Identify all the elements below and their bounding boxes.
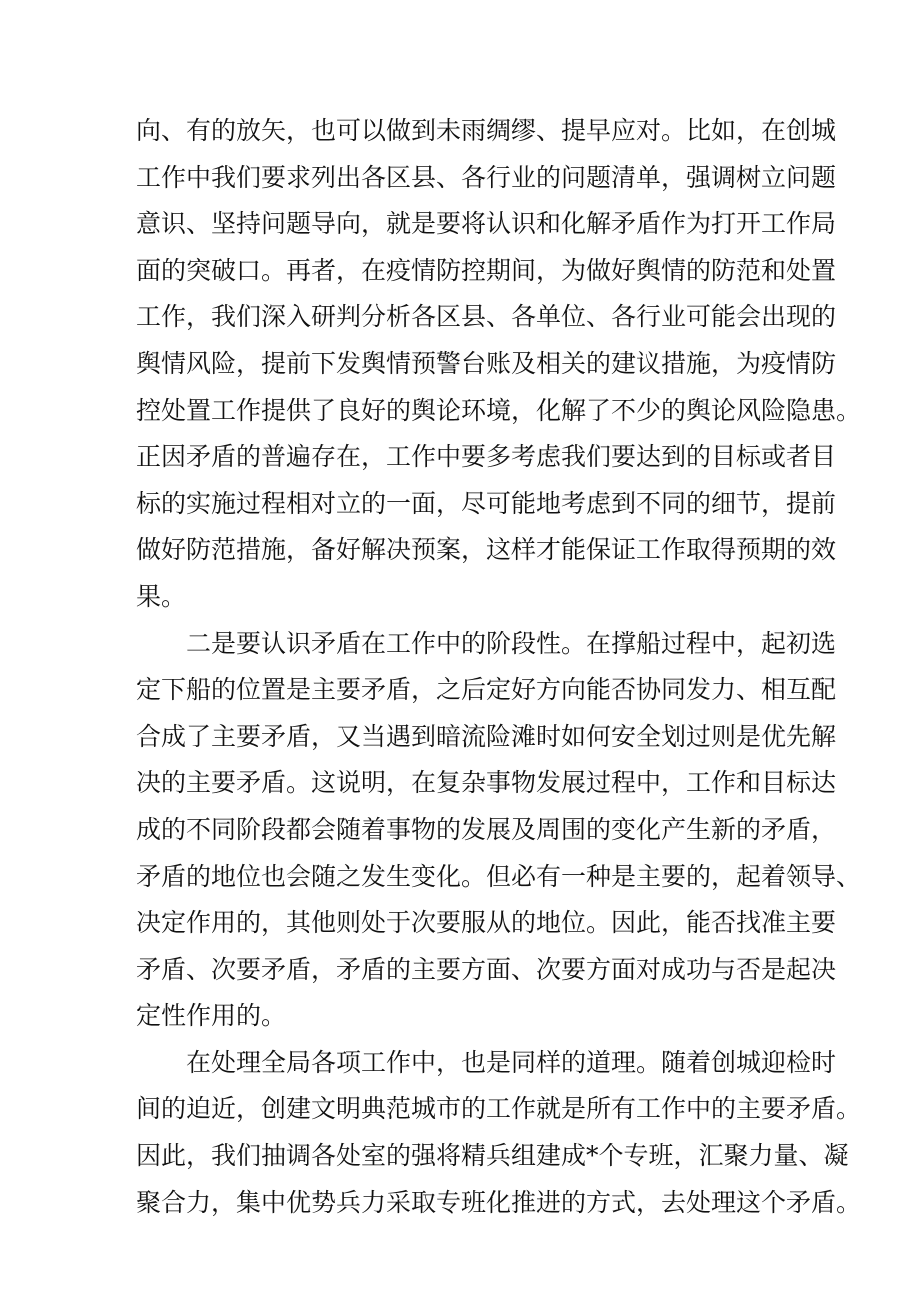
text-line: 决的主要矛盾。这说明，在复杂事物发展过程中，工作和目标达 — [136, 768, 837, 798]
text-line: 聚合力，集中优势兵力采取专班化推进的方式，去处理这个矛盾。 — [136, 1187, 862, 1217]
text-line: 做好防范措施，备好解决预案，这样才能保证工作取得预期的效 — [136, 535, 837, 565]
text-line: 成的不同阶段都会随着事物的发展及周围的变化产生新的矛盾， — [136, 814, 837, 844]
text-line: 正因矛盾的普遍存在，工作中要多考虑我们要达到的目标或者目 — [136, 442, 837, 472]
text-line: 在处理全局各项工作中，也是同样的道理。随着创城迎检时 — [186, 1047, 837, 1077]
document-body — [136, 108, 862, 1226]
text-line: 舆情风险，提前下发舆情预警台账及相关的建议措施，为疫情防 — [136, 348, 837, 378]
text-line: 矛盾的地位也会随之发生变化。但必有一种是主要的，起着领导、 — [136, 861, 862, 891]
text-line: 工作中我们要求列出各区县、各行业的问题清单，强调树立问题 — [136, 162, 837, 192]
text-line: 控处置工作提供了良好的舆论环境，化解了不少的舆论风险隐患。 — [136, 395, 862, 425]
paragraph — [136, 108, 862, 621]
text-line: 合成了主要矛盾，又当遇到暗流险滩时如何安全划过则是优先解 — [136, 721, 837, 751]
text-line: 向、有的放矢，也可以做到未雨绸缪、提早应对。比如，在创城 — [136, 116, 837, 145]
text-line: 间的迫近，创建文明典范城市的工作就是所有工作中的主要矛盾。 — [136, 1094, 862, 1124]
paragraph — [136, 1040, 862, 1226]
text-line: 意识、坚持问题导向，就是要将认识和化解矛盾作为打开工作局 — [136, 209, 837, 239]
text-line: 标的实施过程相对立的一面，尽可能地考虑到不同的细节，提前 — [136, 488, 837, 518]
text-line: 定下船的位置是主要矛盾，之后定好方向能否协同发力、相互配 — [136, 675, 837, 705]
text-line: 果。 — [136, 581, 187, 611]
text-line: 矛盾、次要矛盾，矛盾的主要方面、次要方面对成功与否是起决 — [136, 954, 837, 984]
text-line: 工作，我们深入研判分析各区县、各单位、各行业可能会出现的 — [136, 302, 837, 332]
text-line: 面的突破口。再者，在疫情防控期间，为做好舆情的防范和处置 — [136, 255, 837, 285]
text-line: 二是要认识矛盾在工作中的阶段性。在撑船过程中，起初选 — [186, 628, 837, 658]
text-line: 定性作用的。 — [136, 1001, 287, 1031]
paragraph — [136, 621, 862, 1040]
text-line: 决定作用的，其他则处于次要服从的地位。因此，能否找准主要 — [136, 908, 837, 938]
text-line: 因此，我们抽调各处室的强将精兵组建成*个专班，汇聚力量、凝 — [136, 1141, 849, 1171]
